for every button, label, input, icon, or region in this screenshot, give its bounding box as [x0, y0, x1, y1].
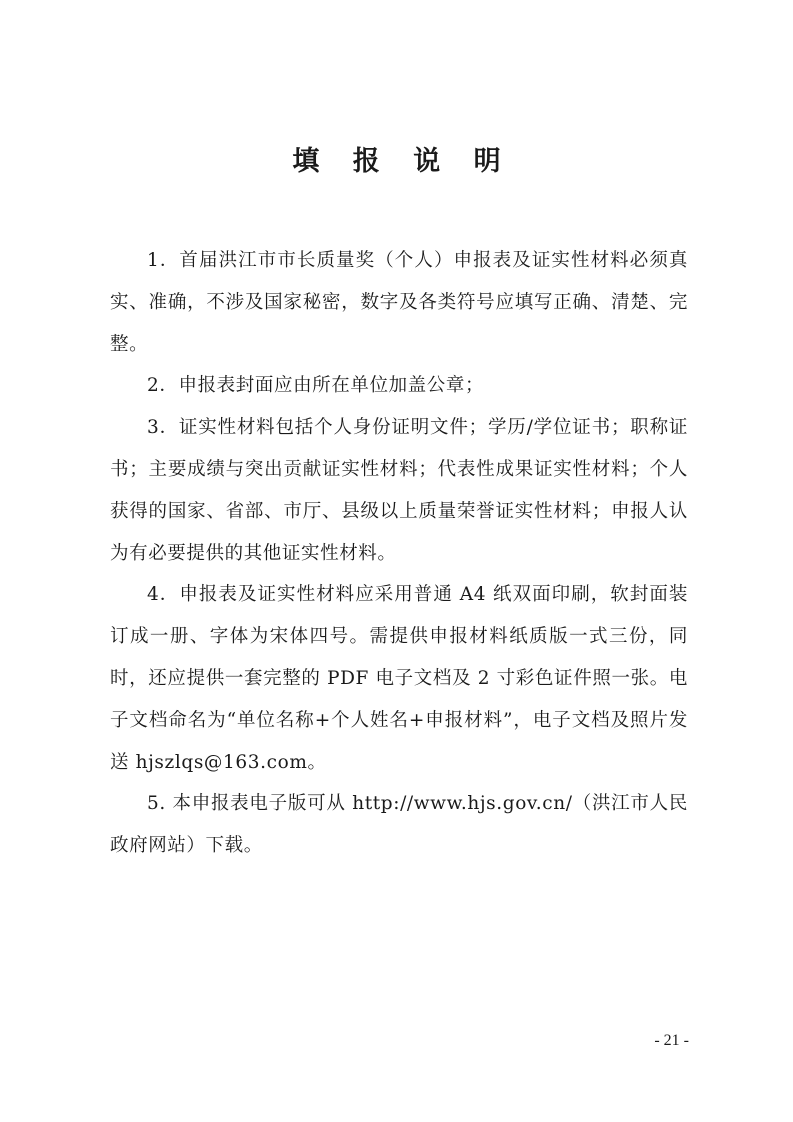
instruction-paragraph-3: 3．证实性材料包括个人身份证明文件；学历/学位证书；职称证书；主要成绩与突出贡献证实性材料；代表性成果证实性材料；个人获得的国家、省部、市厅、县级以上质量荣誉证实性材料；申报人认为有必要提供的其他证实性材料。 [110, 417, 688, 564]
page-number: - 21 - [654, 1032, 689, 1049]
instruction-paragraph-1: 1．首届洪江市市长质量奖（个人）申报表及证实性材料必须真实、准确，不涉及国家秘密，数字及各类符号应填写正确、清楚、完整。 [110, 250, 688, 355]
instruction-paragraph-4: 4．申报表及证实性材料应采用普通 A4 纸双面印刷，软封面装订成一册、字体为宋体四号。需提供申报材料纸质版一式三份，同时，还应提供一套完整的 PDF 电子文档及 2 寸彩色证件照一张。电子文档命名为“单位名称+个人姓名+申报材料”，电子文档及照片发送 hjszlqs@163.com。 [110, 584, 688, 773]
instructions-body [110, 240, 688, 867]
page-title: 填 报 说 明 [292, 146, 513, 177]
instruction-paragraph-2: 2．申报表封面应由所在单位加盖公章； [147, 375, 485, 397]
instruction-paragraph-5: 5. 本申报表电子版可从 http://www.hjs.gov.cn/（洪江市人民政府网站）下载。 [110, 793, 688, 857]
